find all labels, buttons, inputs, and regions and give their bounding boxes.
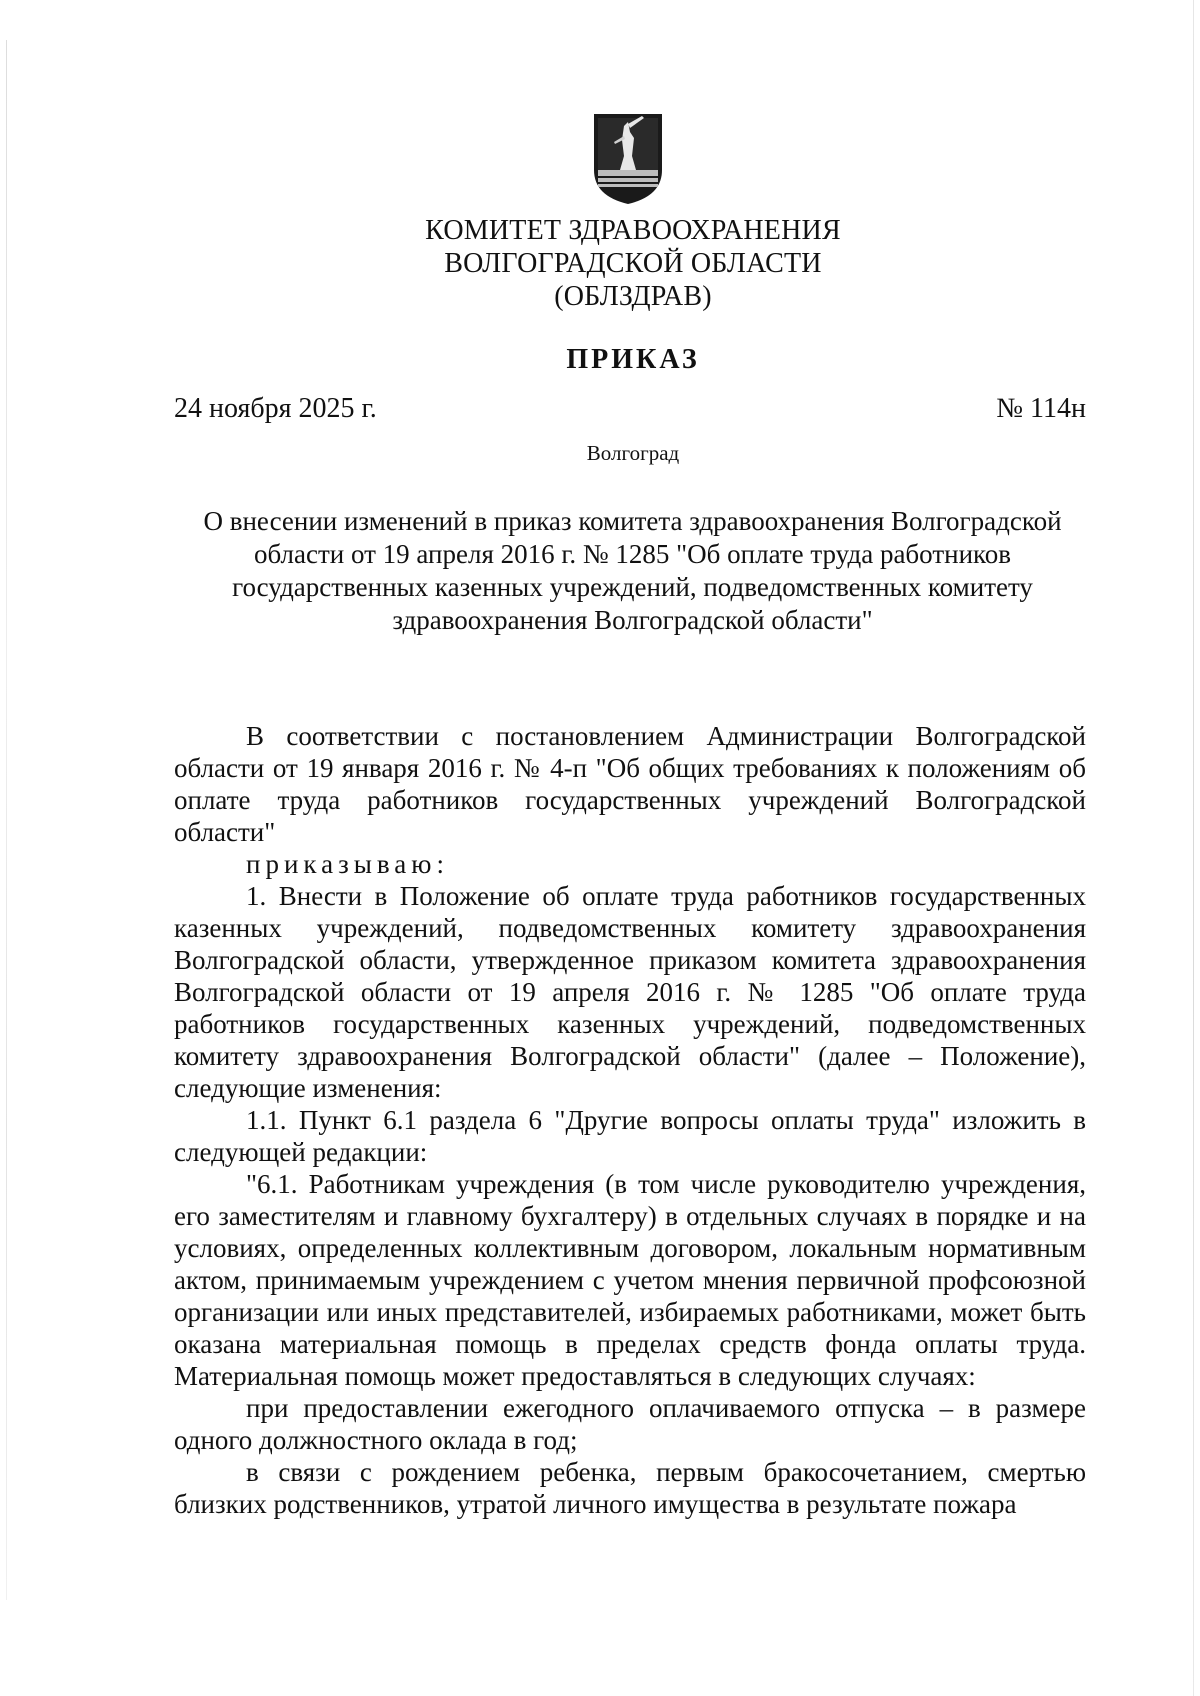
paragraph-item-1-1: 1.1. Пункт 6.1 раздела 6 "Другие вопросы оплаты труда" изложить в следующей редакции:	[174, 1105, 1086, 1167]
document-city: Волгоград	[586, 441, 680, 465]
header-line-2: ВОЛГОГРАДСКОЙ ОБЛАСТИ	[444, 248, 822, 279]
document-type-title: ПРИКАЗ	[566, 344, 700, 375]
document-date: 24 ноября 2025 г.	[174, 393, 377, 424]
document-subject: О внесении изменений в приказ комитета здравоохранения Волгоградской области от 19 апреля 2016 г. № 1285 "Об оплате труда работников государственных казенных учреждений, подведомственных комитету здравоохранения Волгоградской области"	[203, 506, 1062, 635]
paragraph-vacation-case: при предоставлении ежегодного оплачиваемого отпуска – в размере одного должностного оклада в год;	[174, 1393, 1086, 1455]
document-number: № 114н	[996, 393, 1086, 424]
paragraph-item-1: 1. Внести в Положение об оплате труда работников государственных казенных учреждений, подведомственных комитету здравоохранения Волгоградской области, утвержденное приказом комитета здравоохранения Волгоградской области от 19 апреля 2016 г. № 1285 "Об оплате труда работников государственных казенных учреждений, подведомственных комитету здравоохранения Волгоградской области" (далее – Положение), следующие изменения:	[174, 881, 1086, 1103]
paragraph-item-6-1: "6.1. Работникам учреждения (в том числе руководителю учреждения, его заместителям и главному бухгалтеру) в отдельных случаях в порядке и на условиях, определенных коллективным договором, локальным нормативным актом, принимаемым учреждением с учетом мнения первичной профсоюзной организации или иных представителей, избираемых работниками, может быть оказана материальная помощь в пределах средств фонда оплаты труда. Материальная помощь может предоставляться в следующих случаях:	[174, 1169, 1086, 1391]
header-line-3: (ОБЛЗДРАВ)	[554, 281, 712, 312]
document-body	[174, 720, 1086, 1520]
paragraph-order-word: приказываю:	[246, 849, 449, 879]
paragraph-preamble: В соответствии с постановлением Администрации Волгоградской области от 19 января 2016 г. № 4-п "Об общих требованиях к положениям об оплате труда работников государственных учреждений Волгоградской области"	[174, 721, 1086, 847]
paragraph-family-case: в связи с рождением ребенка, первым бракосочетанием, смертью близких родственников, утратой личного имущества в результате пожара	[174, 1457, 1086, 1519]
organization-header	[0, 214, 1200, 313]
volgograd-coat-of-arms-icon	[590, 112, 666, 206]
header-line-1: КОМИТЕТ ЗДРАВООХРАНЕНИЯ	[425, 215, 841, 246]
